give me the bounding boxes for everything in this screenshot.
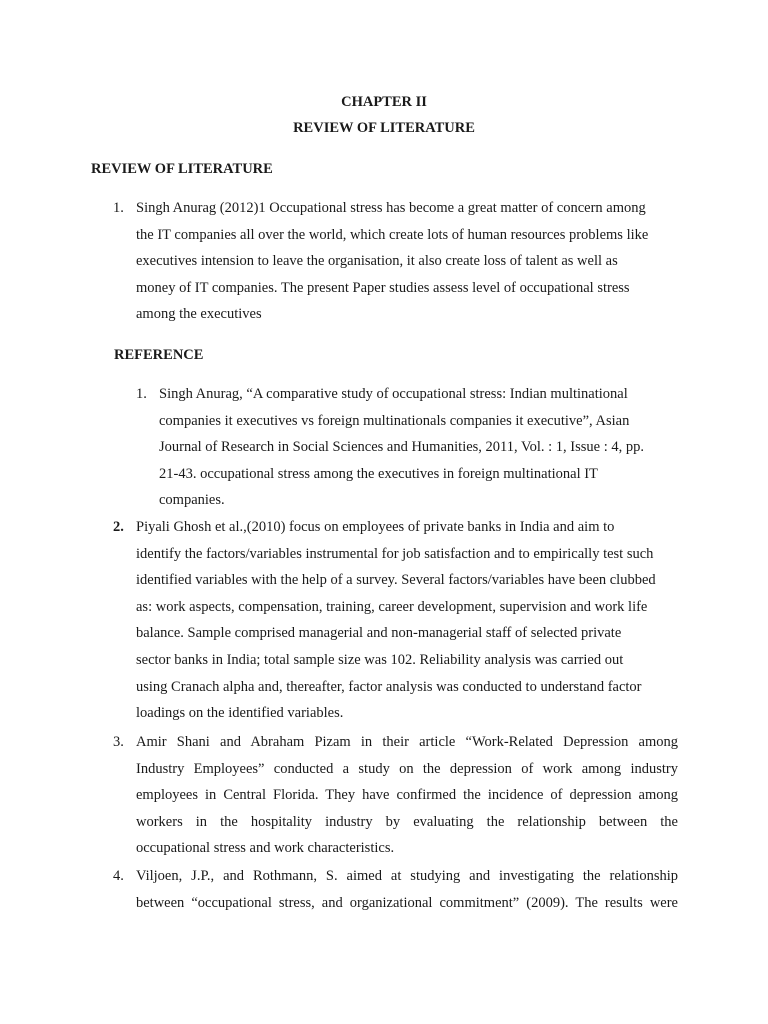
list-number: 3. xyxy=(113,734,124,750)
list-item-4 xyxy=(113,863,678,916)
text-line: occupational stress and work characteristics. xyxy=(136,840,395,857)
list-item-1 xyxy=(113,195,678,328)
text-line: identified variables with the help of a survey. Several factors/variables have been clubbed xyxy=(136,572,656,589)
list-item-2 xyxy=(113,514,678,727)
text-line: sector banks in India; total sample size was 102. Reliability analysis was carried out xyxy=(136,651,624,668)
text-line: the IT companies all over the world, which create lots of human resources problems like xyxy=(136,226,649,243)
chapter-number: CHAPTER II xyxy=(341,94,427,110)
text-line: between “occupational stress, and organizational commitment” (2009). The results were xyxy=(136,894,678,911)
text-line: employees in Central Florida. They have confirmed the incidence of depression among xyxy=(136,787,678,804)
text-line: loadings on the identified variables. xyxy=(136,705,344,722)
list-number: 2. xyxy=(113,519,124,535)
chapter-title: REVIEW OF LITERATURE xyxy=(293,120,475,136)
text-line: executives intension to leave the organisation, it also create loss of talent as well as xyxy=(136,253,618,270)
section-heading: REVIEW OF LITERATURE xyxy=(91,161,273,177)
text-line: Journal of Research in Social Sciences and Humanities, 2011, Vol. : 1, Issue : 4, pp. xyxy=(159,439,644,456)
list-number: 1. xyxy=(136,386,147,402)
text-line: Viljoen, J.P., and Rothmann, S. aimed at studying and investigating the relationship xyxy=(136,868,678,884)
list-number: 4. xyxy=(113,868,124,884)
text-line: 21-43. occupational stress among the executives in foreign multinational IT xyxy=(159,465,598,482)
text-line: as: work aspects, compensation, training, career development, supervision and work life xyxy=(136,598,648,615)
text-line: Singh Anurag, “A comparative study of occupational stress: Indian multinational xyxy=(159,386,628,402)
text-line: identify the factors/variables instrumental for job satisfaction and to empirically test such xyxy=(136,545,654,562)
text-line: among the executives xyxy=(136,306,262,323)
text-line: Amir Shani and Abraham Pizam in their article “Work-Related Depression among xyxy=(136,734,678,750)
text-line: money of IT companies. The present Paper studies assess level of occupational stress xyxy=(136,279,630,296)
text-line: workers in the hospitality industry by evaluating the relationship between the xyxy=(136,813,678,830)
text-line: companies. xyxy=(159,492,225,509)
list-item-3 xyxy=(113,729,678,862)
chapter-header xyxy=(0,92,768,138)
text-line: Singh Anurag (2012)1 Occupational stress has become a great matter of concern among xyxy=(136,200,646,216)
list-number: 1. xyxy=(113,200,124,216)
text-line: using Cranach alpha and, thereafter, factor analysis was conducted to understand factor xyxy=(136,678,642,695)
text-line: Piyali Ghosh et al.,(2010) focus on employees of private banks in India and aim to xyxy=(136,519,615,535)
reference-heading: REFERENCE xyxy=(114,347,204,363)
text-line: Industry Employees” conducted a study on the depression of work among industry xyxy=(136,760,678,777)
reference-item-1 xyxy=(136,381,679,514)
text-line: balance. Sample comprised managerial and non-managerial staff of selected private xyxy=(136,625,622,642)
text-line: companies it executives vs foreign multinationals companies it executive”, Asian xyxy=(159,412,630,429)
